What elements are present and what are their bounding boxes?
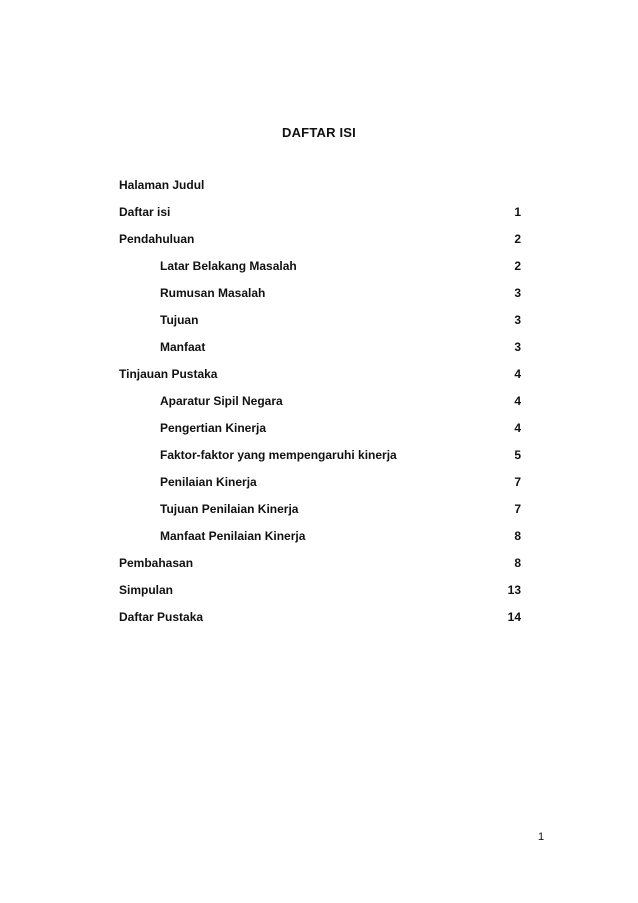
- toc-page-number: 4: [514, 421, 521, 435]
- toc-label: Tujuan: [160, 313, 199, 327]
- toc-row: [119, 415, 521, 442]
- toc-row: [119, 226, 521, 253]
- toc-page-number: 2: [514, 259, 521, 273]
- toc-label: Pembahasan: [119, 556, 194, 570]
- page-title: DAFTAR ISI: [282, 125, 356, 140]
- toc-page-number: 14: [507, 610, 521, 624]
- footer-page-number: 1: [538, 831, 545, 843]
- toc-label: Pendahuluan: [119, 232, 195, 246]
- toc-page-number: 4: [514, 394, 521, 408]
- toc-row: [119, 496, 521, 523]
- toc-label: Daftar isi: [119, 205, 171, 219]
- toc-label: Rumusan Masalah: [160, 286, 266, 300]
- toc-label: Daftar Pustaka: [119, 610, 204, 624]
- toc-label: Aparatur Sipil Negara: [160, 394, 283, 408]
- toc-row: [119, 442, 521, 469]
- toc-label: Simpulan: [119, 583, 174, 597]
- toc-page-number: 4: [514, 367, 521, 381]
- toc-row: [119, 361, 521, 388]
- toc-label: Manfaat: [160, 340, 206, 354]
- toc-label: Latar Belakang Masalah: [160, 259, 297, 273]
- toc-page-number: 2: [514, 232, 521, 246]
- toc-page-number: 5: [514, 448, 521, 462]
- table-of-contents: [119, 172, 521, 631]
- toc-page-number: 13: [507, 583, 521, 597]
- toc-page-number: 3: [514, 286, 521, 300]
- toc-row: [119, 334, 521, 361]
- toc-page-number: 8: [514, 556, 521, 570]
- toc-row: [119, 307, 521, 334]
- toc-row: [119, 388, 521, 415]
- toc-label: Penilaian Kinerja: [160, 475, 257, 489]
- toc-row: [119, 604, 521, 631]
- toc-row: [119, 550, 521, 577]
- toc-label: Halaman Judul: [119, 178, 205, 192]
- toc-row: [119, 469, 521, 496]
- toc-label: Tinjauan Pustaka: [119, 367, 218, 381]
- toc-page-number: 3: [514, 313, 521, 327]
- toc-page-number: 3: [514, 340, 521, 354]
- toc-page-number: 8: [514, 529, 521, 543]
- toc-label: Pengertian Kinerja: [160, 421, 267, 435]
- toc-row: [119, 253, 521, 280]
- toc-row: [119, 280, 521, 307]
- toc-row: [119, 172, 521, 199]
- toc-label: Manfaat Penilaian Kinerja: [160, 529, 306, 543]
- toc-page-number: 7: [514, 475, 521, 489]
- toc-page-number: 1: [514, 205, 521, 219]
- toc-row: [119, 577, 521, 604]
- toc-row: [119, 199, 521, 226]
- toc-row: [119, 523, 521, 550]
- toc-label: Faktor-faktor yang mempengaruhi kinerja: [160, 448, 397, 462]
- toc-page-number: 7: [514, 502, 521, 516]
- toc-label: Tujuan Penilaian Kinerja: [160, 502, 299, 516]
